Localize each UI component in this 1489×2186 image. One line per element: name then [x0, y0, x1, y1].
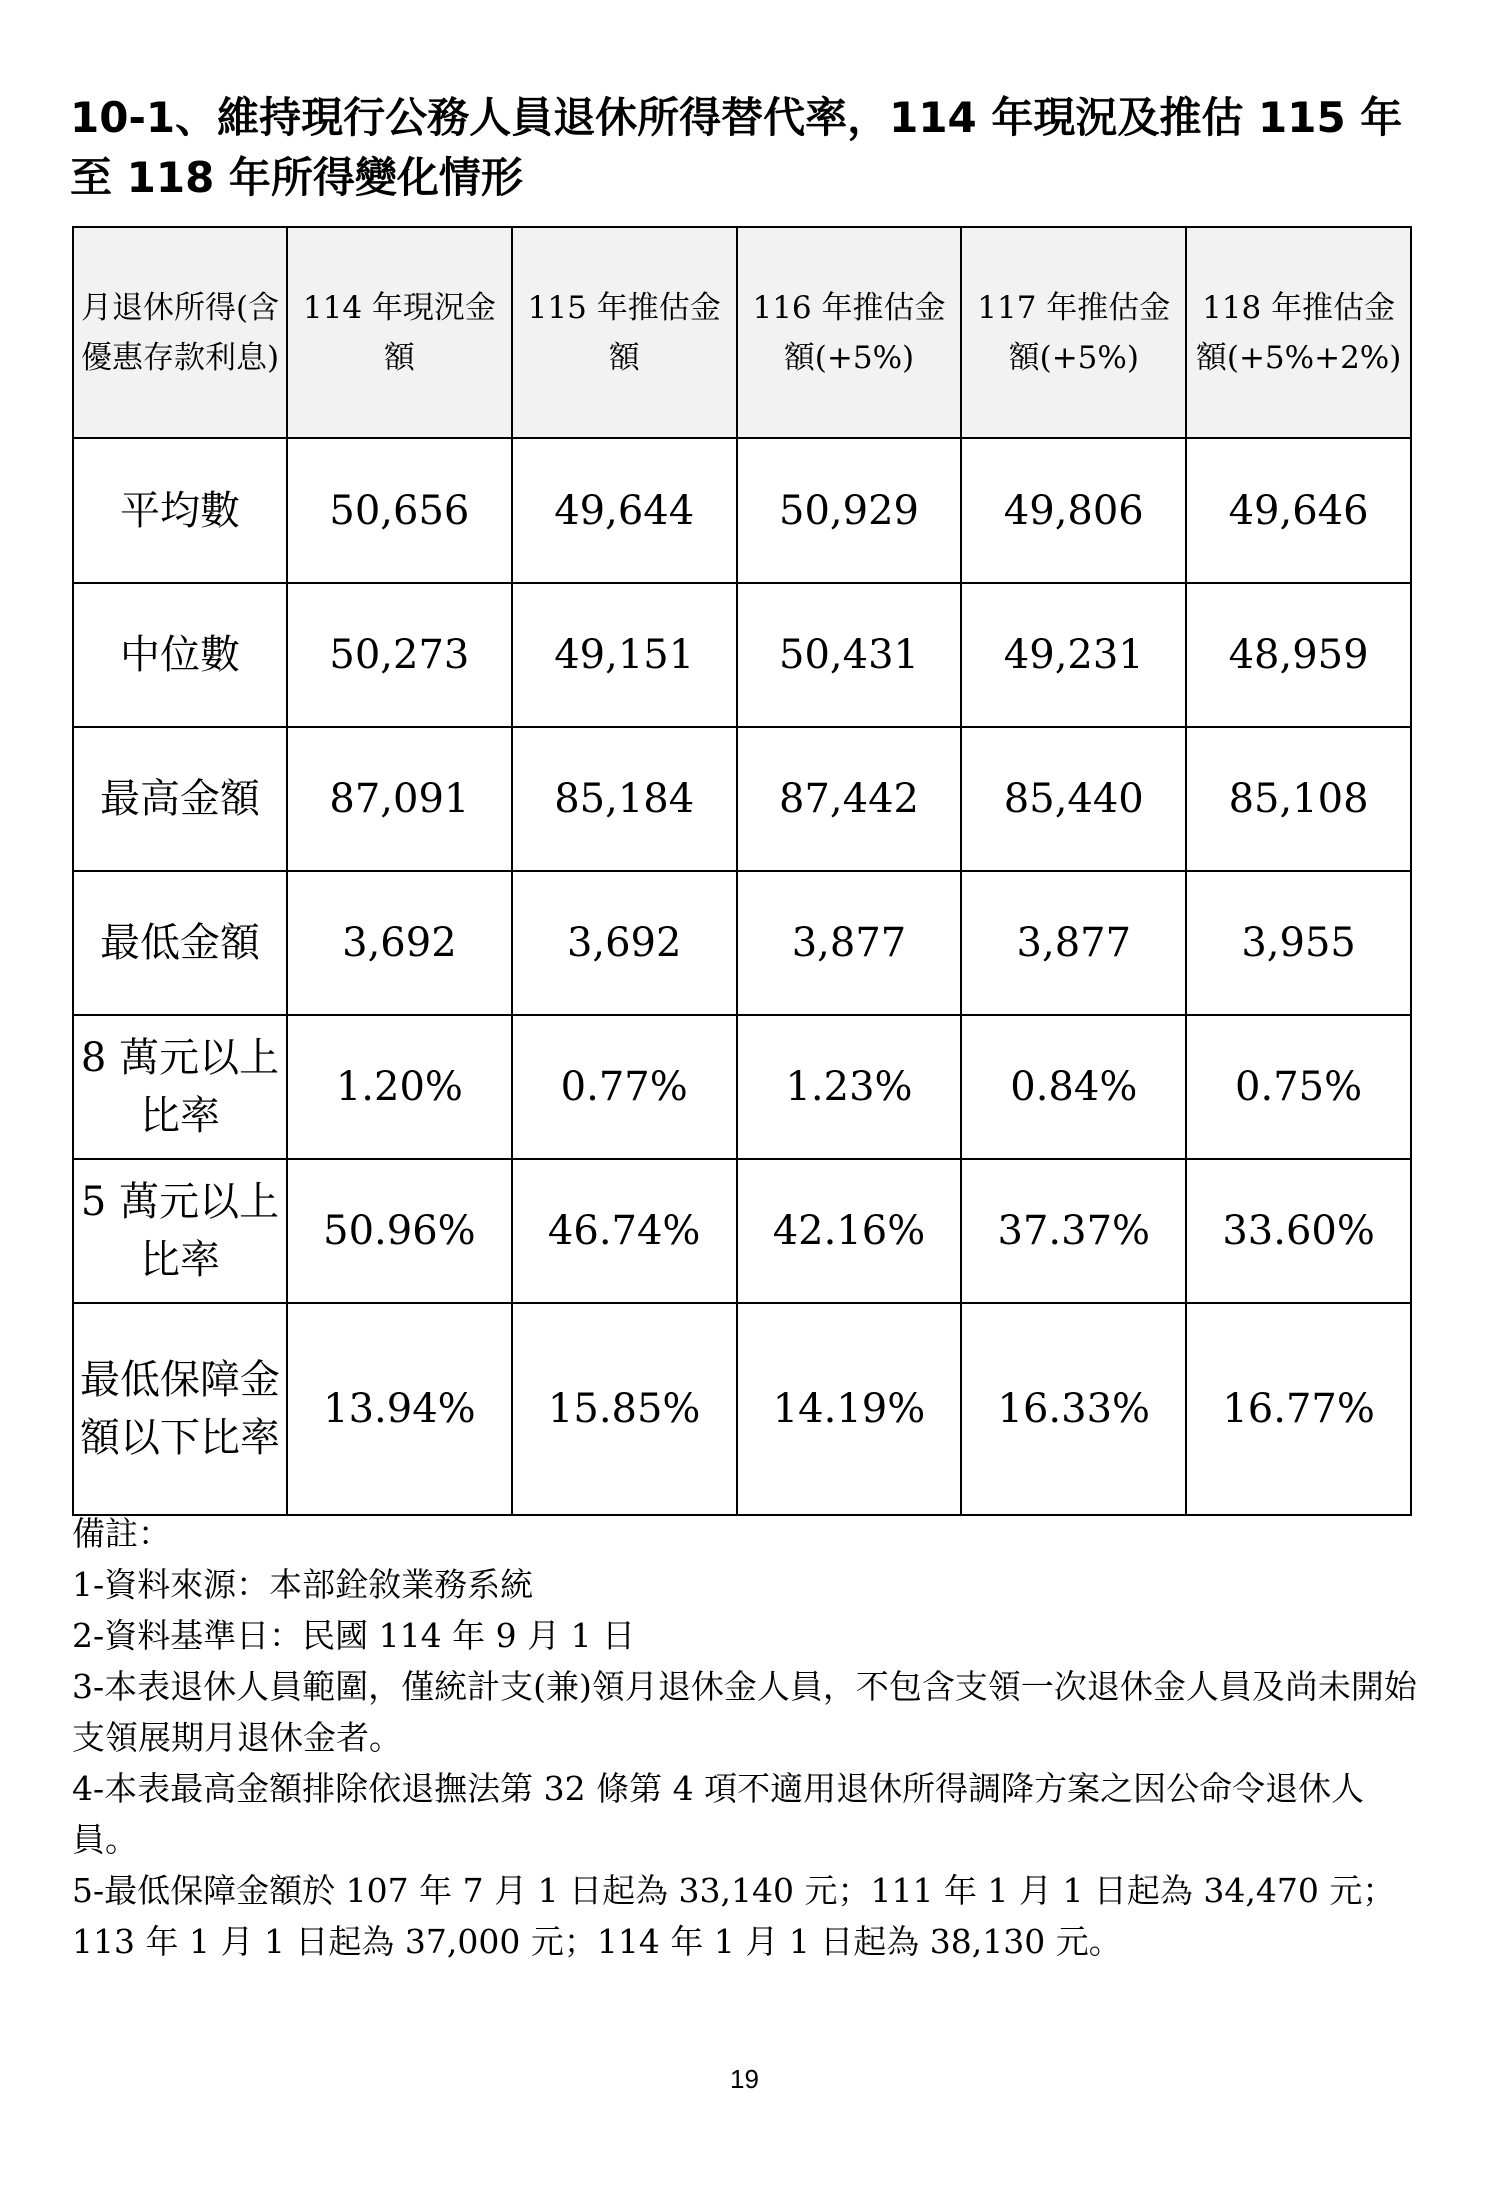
column-header-117: 117 年推估金額(+5%) — [961, 227, 1186, 438]
table-cell: 87,091 — [287, 727, 512, 871]
note-item: 2-資料基準日：民國 114 年 9 月 1 日 — [72, 1616, 636, 1655]
table-cell: 1.23% — [737, 1015, 962, 1159]
table-row — [73, 871, 1411, 1015]
table-cell: 3,692 — [287, 871, 512, 1015]
row-label: 5 萬元以上比率 — [73, 1159, 287, 1303]
table-cell: 37.37% — [961, 1159, 1186, 1303]
note-item: 3-本表退休人員範圍，僅統計支(兼)領月退休金人員，不包含支領一次退休金人員及尚未開始支領展期月退休金者。 — [72, 1667, 1417, 1757]
income-change-table — [72, 226, 1412, 1516]
table-cell: 49,806 — [961, 438, 1186, 583]
table-cell: 3,955 — [1186, 871, 1411, 1015]
document-title: 10-1、維持現行公務人員退休所得替代率，114 年現況及推估 115 年至 118 年所得變化情形 — [70, 93, 1403, 202]
table-cell: 49,231 — [961, 583, 1186, 727]
row-label: 最高金額 — [73, 727, 287, 871]
notes-section — [72, 1508, 1417, 1967]
column-header-115: 115 年推估金額 — [512, 227, 737, 438]
table-cell: 0.84% — [961, 1015, 1186, 1159]
table-cell: 14.19% — [737, 1303, 962, 1515]
table-row — [73, 1303, 1411, 1515]
row-label: 平均數 — [73, 438, 287, 583]
corner-header: 月退休所得(含優惠存款利息) — [73, 227, 287, 438]
column-header-116: 116 年推估金額(+5%) — [737, 227, 962, 438]
table-row — [73, 1015, 1411, 1159]
table-cell: 50.96% — [287, 1159, 512, 1303]
table-cell: 50,273 — [287, 583, 512, 727]
table-cell: 50,656 — [287, 438, 512, 583]
row-label: 最低保障金額以下比率 — [73, 1303, 287, 1515]
table-cell: 0.77% — [512, 1015, 737, 1159]
table-cell: 85,184 — [512, 727, 737, 871]
row-label: 中位數 — [73, 583, 287, 727]
table-cell: 3,877 — [961, 871, 1186, 1015]
table-cell: 50,929 — [737, 438, 962, 583]
table-cell: 0.75% — [1186, 1015, 1411, 1159]
table-row — [73, 583, 1411, 727]
table-cell: 48,959 — [1186, 583, 1411, 727]
note-item: 5-最低保障金額於 107 年 7 月 1 日起為 33,140 元；111 年 1 月 1 日起為 34,470 元；113 年 1 月 1 日起為 37,000 元；114 年 1 月 1 日起為 38,130 元。 — [72, 1871, 1396, 1961]
table-cell: 3,877 — [737, 871, 962, 1015]
table-cell: 49,646 — [1186, 438, 1411, 583]
table-cell: 3,692 — [512, 871, 737, 1015]
table-row — [73, 438, 1411, 583]
table-cell: 49,151 — [512, 583, 737, 727]
table-cell: 49,644 — [512, 438, 737, 583]
table-row — [73, 727, 1411, 871]
table-cell: 42.16% — [737, 1159, 962, 1303]
table-cell: 16.33% — [961, 1303, 1186, 1515]
note-item: 4-本表最高金額排除依退撫法第 32 條第 4 項不適用退休所得調降方案之因公命令退休人員。 — [72, 1769, 1365, 1859]
table-row — [73, 1159, 1411, 1303]
row-label: 8 萬元以上比率 — [73, 1015, 287, 1159]
page-number: 19 — [730, 2064, 759, 2094]
table-header-row — [73, 227, 1411, 438]
table-cell: 15.85% — [512, 1303, 737, 1515]
row-label: 最低金額 — [73, 871, 287, 1015]
table-cell: 46.74% — [512, 1159, 737, 1303]
column-header-114: 114 年現況金額 — [287, 227, 512, 438]
note-item: 1-資料來源：本部銓敘業務系統 — [72, 1565, 534, 1604]
table-cell: 85,108 — [1186, 727, 1411, 871]
column-header-118: 118 年推估金額(+5%+2%) — [1186, 227, 1411, 438]
table-cell: 87,442 — [737, 727, 962, 871]
table-cell: 16.77% — [1186, 1303, 1411, 1515]
table-cell: 50,431 — [737, 583, 962, 727]
table-cell: 85,440 — [961, 727, 1186, 871]
table-cell: 1.20% — [287, 1015, 512, 1159]
notes-heading: 備註： — [72, 1514, 171, 1553]
table-cell: 33.60% — [1186, 1159, 1411, 1303]
table-cell: 13.94% — [287, 1303, 512, 1515]
